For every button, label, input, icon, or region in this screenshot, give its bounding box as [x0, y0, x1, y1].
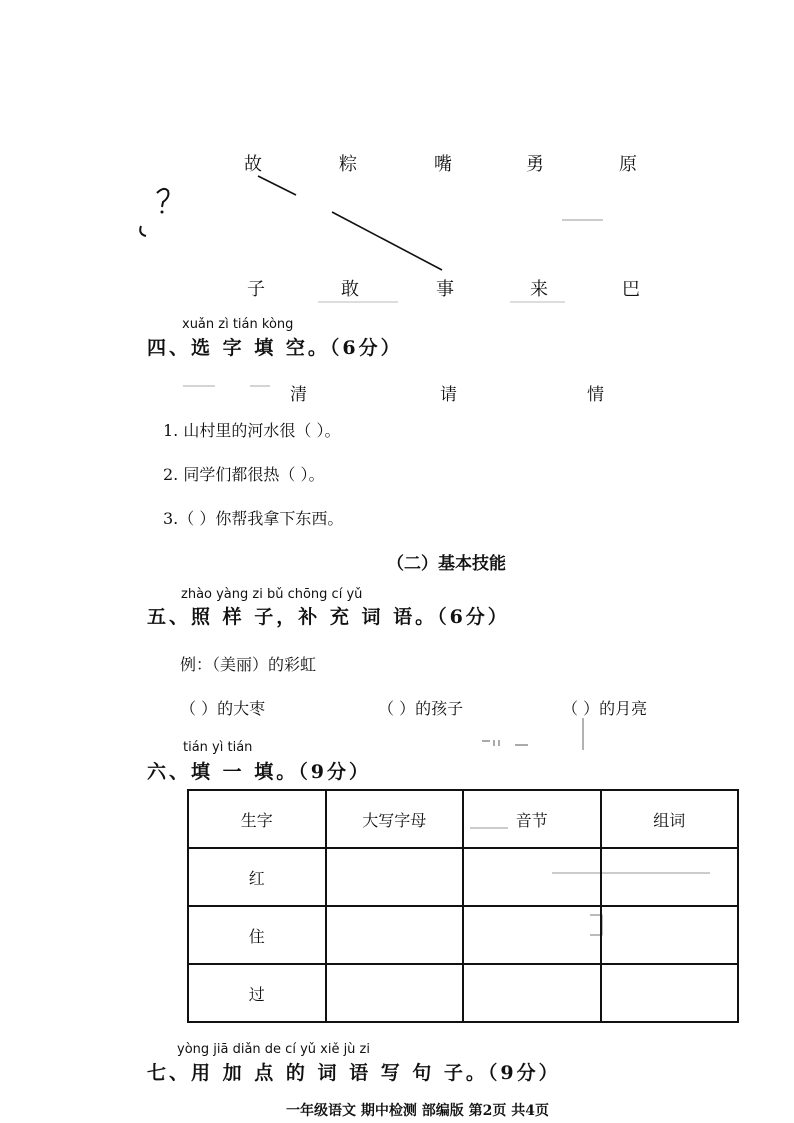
section7-pinyin: yòng jiā diǎn de cí yǔ xiě jù zi — [177, 1042, 370, 1057]
table-cell-blank[interactable] — [463, 848, 601, 906]
match-bottom-char-3: 事 — [436, 279, 454, 300]
match-bottom-char-2: 敢 — [341, 279, 359, 300]
section6-pinyin: tián yì tián — [183, 740, 253, 755]
subheading: （二）基本技能 — [387, 554, 506, 574]
table-header-cell: 大写字母 — [326, 790, 464, 848]
table-cell-char: 红 — [188, 848, 326, 906]
section4-pinyin: xuǎn zì tián kòng — [182, 317, 294, 332]
question-mark-scribble — [157, 189, 168, 207]
table-header-cell: 组词 — [601, 790, 739, 848]
match-top-char-1: 故 — [244, 154, 262, 175]
match-top-char-5: 原 — [619, 154, 637, 175]
section5-pinyin: zhào yàng zi bǔ chōng cí yǔ — [181, 587, 363, 602]
table-header-row — [188, 790, 738, 848]
section4-sentence-2: 2. 同学们都很热（ ）。 — [163, 465, 325, 484]
section6-title: 六、填 一 填。（9分） — [147, 761, 371, 783]
choice-char-3: 情 — [587, 385, 604, 405]
match-bottom-char-4: 来 — [530, 279, 548, 300]
table-cell-char: 过 — [188, 964, 326, 1022]
section5-title: 五、照 样 子，补 充 词 语。（6分） — [147, 606, 510, 628]
section5-blank-2: （ ）的孩子 — [378, 699, 464, 718]
choice-char-2: 请 — [440, 385, 457, 405]
table-cell-blank[interactable] — [601, 906, 739, 964]
table-cell-char: 住 — [188, 906, 326, 964]
table-cell-blank[interactable] — [601, 848, 739, 906]
match-top-char-2: 粽 — [339, 154, 357, 175]
section5-example: 例：（美丽）的彩虹 — [180, 655, 317, 674]
choice-char-1: 清 — [290, 385, 307, 405]
section4-sentence-1: 1. 山村里的河水很（ ）。 — [163, 421, 341, 440]
table-cell-blank[interactable] — [463, 964, 601, 1022]
match-top-char-3: 嘴 — [434, 154, 452, 175]
table-cell-blank[interactable] — [601, 964, 739, 1022]
match-line-1 — [258, 176, 296, 195]
table-header-cell: 生字 — [188, 790, 326, 848]
section5-blank-1: （ ）的大枣 — [180, 699, 266, 718]
pen-scribble — [140, 226, 146, 236]
match-top-char-4: 勇 — [526, 154, 544, 175]
page-footer: 一年级语文 期中检测 部编版 第2页 共4页 — [286, 1103, 549, 1119]
match-bottom-char-5: 巴 — [622, 279, 640, 300]
table-cell-blank[interactable] — [326, 906, 464, 964]
table-row — [188, 906, 738, 964]
section4-title: 四、选 字 填 空。（6分） — [147, 337, 403, 359]
table-cell-blank[interactable] — [326, 964, 464, 1022]
table-cell-blank[interactable] — [326, 848, 464, 906]
section5-blank-3: （ ）的月亮 — [562, 699, 648, 718]
table-cell-blank[interactable] — [463, 906, 601, 964]
table-header-cell: 音节 — [463, 790, 601, 848]
table-row — [188, 964, 738, 1022]
table-row — [188, 848, 738, 906]
fill-table — [187, 789, 739, 1023]
section7-title: 七、用 加 点 的 词 语 写 句 子。（9分） — [147, 1062, 561, 1084]
section4-sentence-3: 3.（ ）你帮我拿下东西。 — [163, 509, 344, 528]
match-line-2 — [332, 212, 442, 270]
match-bottom-char-1: 子 — [247, 279, 265, 300]
